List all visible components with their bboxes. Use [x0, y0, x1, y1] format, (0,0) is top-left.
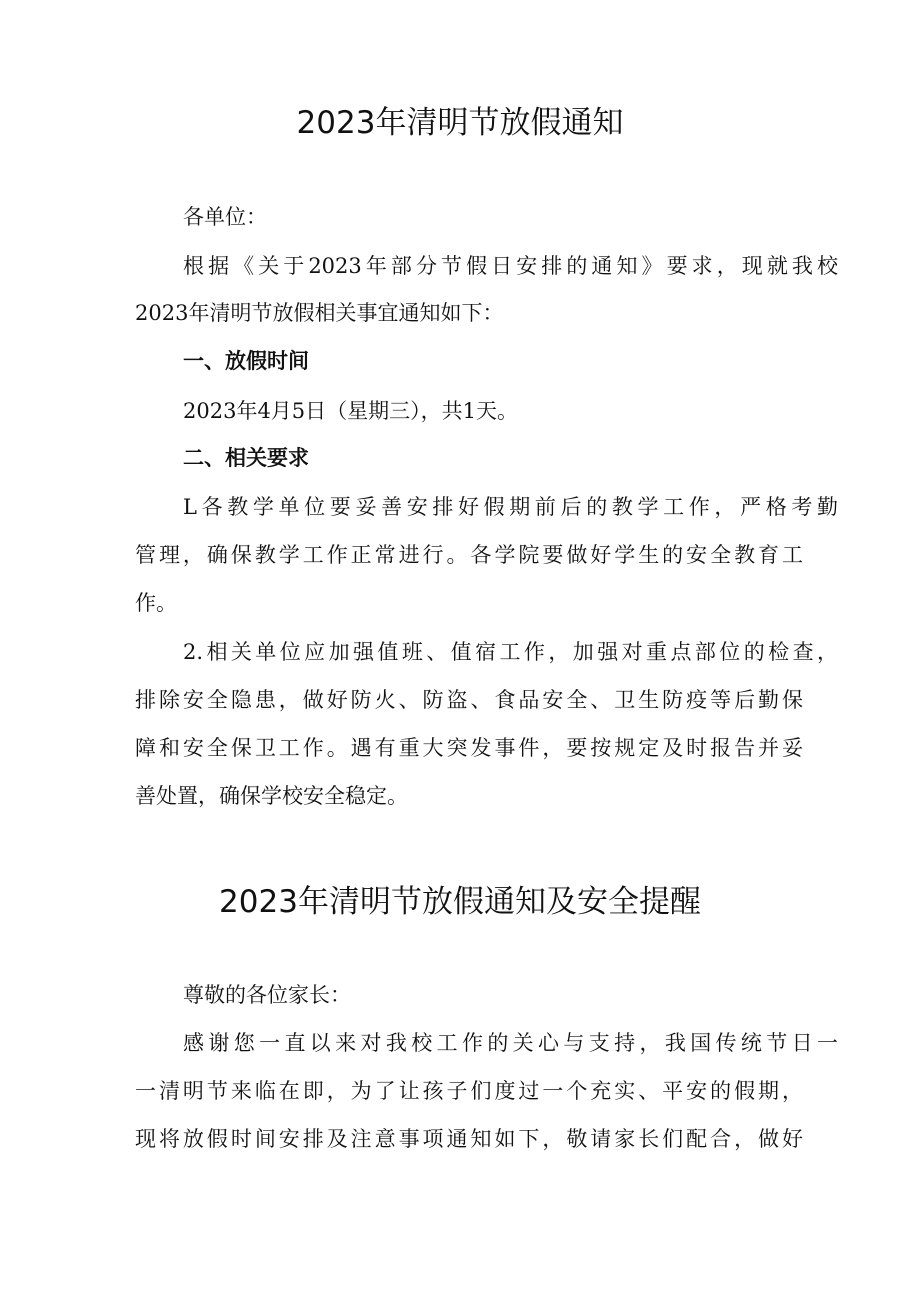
intro-line: 2023年清明节放假相关事宜通知如下： [135, 301, 504, 325]
salutation: 各单位： [183, 205, 267, 229]
requirement-item-line: L各教学单位要妥善安排好假期前后的教学工作，严格考勤 [183, 495, 838, 519]
intro-line: 根据《关于2023年部分节假日安排的通知》要求，现就我校 [183, 254, 838, 278]
requirement-item-line: 管理，确保教学工作正常进行。各学院要做好学生的安全教育工 [135, 543, 803, 567]
requirement-item-line: 排除安全隐患，做好防火、防盗、食品安全、卫生防疫等后勤保 [135, 688, 803, 712]
requirement-item-line: 作。 [135, 591, 177, 615]
holiday-date-text: 2023年4月5日（星期三），共1天。 [183, 399, 519, 423]
notice-title: 2023年清明节放假通知 [296, 105, 624, 141]
requirement-item-line: 善处置，确保学校安全稳定。 [135, 784, 408, 808]
notice2-body-line: 现将放假时间安排及注意事项通知如下，敬请家长们配合，做好 [135, 1127, 803, 1151]
requirement-item-line: 障和安全保卫工作。遇有重大突发事件，要按规定及时报告并妥 [135, 736, 803, 760]
notice2-salutation: 尊敬的各位家长： [183, 983, 351, 1007]
notice2-body-line: 一清明节来临在即，为了让孩子们度过一个充实、平安的假期， [135, 1079, 803, 1103]
notice2-title: 2023年清明节放假通知及安全提醒 [219, 884, 701, 920]
section-heading-holiday-time: 一、放假时间 [183, 349, 309, 373]
notice2-body-line: 感谢您一直以来对我校工作的关心与支持，我国传统节日一 [183, 1031, 838, 1055]
requirement-item-line: 2.相关单位应加强值班、值宿工作，加强对重点部位的检查， [183, 640, 838, 664]
section-heading-requirements: 二、相关要求 [183, 446, 309, 470]
